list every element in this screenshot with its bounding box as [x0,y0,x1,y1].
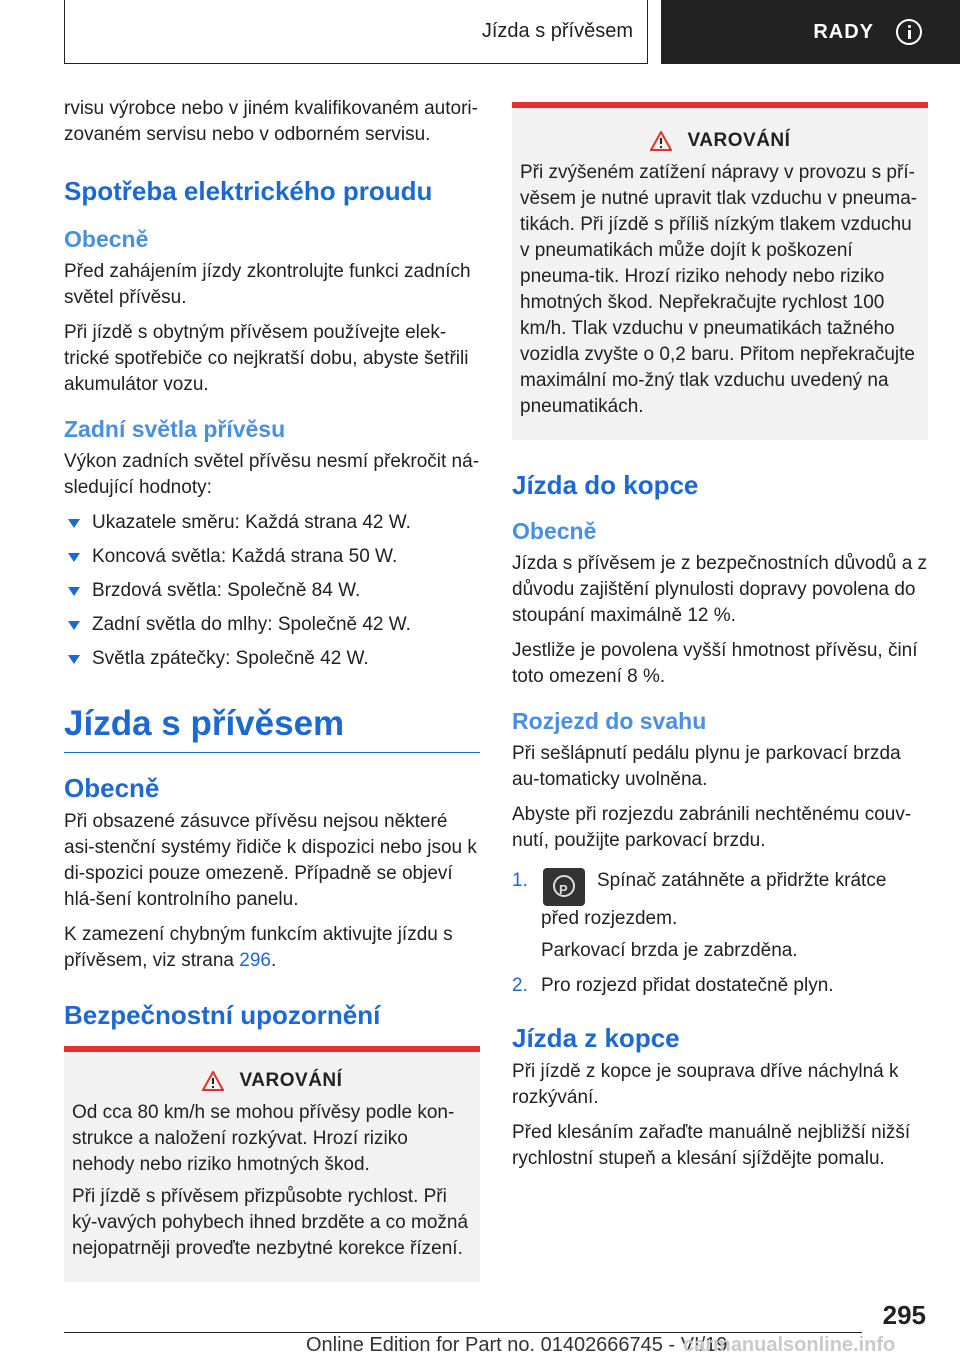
list-item-text: Ukazatele směru: Každá strana 42 W. [92,512,411,533]
right-column [512,102,928,1181]
paragraph: Při sešlápnutí pedálu plynu je parkovací brzda au-tomaticky uvolněna. [512,743,901,790]
heading-spotreba: Spotřeba elektrického proudu [64,176,433,206]
list-item [64,510,480,536]
warning-text: Od cca 80 km/h se mohou přívěsy podle kon-strukce a naložení rozkývat. Hrozí riziko nehody nebo riziko hmotných škod. [72,1102,455,1175]
heading-obecne: Obecně [64,226,149,252]
list-item [64,578,480,604]
warning-box [64,1046,480,1282]
footer-divider [64,1332,862,1333]
step-subtext: Parkovací brzda je zabrzděna. [541,940,798,961]
warning-title: VAROVÁNÍ [687,130,791,151]
list-item [64,612,480,638]
page-link[interactable]: 296 [239,950,271,971]
left-column [64,96,480,1304]
step-text: Spínač zatáhněte a přidržte krátce před rozjezdem. [541,870,887,929]
heading-rozjezd-do-svahu: Rozjezd do svahu [512,708,707,734]
warning-triangle-icon [202,1071,224,1091]
paragraph: Při jízdě s obytným přívěsem používejte elek-trické spotřebiče co nejkratší dobu, abyste šetřili akumulátor vozu. [64,322,469,395]
warning-text: Při jízdě s přívěsem přizpůsobte rychlost. Při ký-vavých pohybech ihned brzděte a co možná nejopatrněji proveďte nezbytné korekce řízení. [72,1186,469,1259]
header-chapter-tab[interactable] [661,0,960,64]
heading-obecne: Obecně [512,518,597,544]
bullet-triangle-icon [68,519,80,528]
header-chapter-label: RADY [813,20,874,43]
paragraph: Při jízdě z kopce je souprava dříve náchylná k rozkývání. [512,1061,899,1108]
heading-obecne-2: Obecně [64,773,160,803]
step-list [512,868,928,999]
paragraph: Před klesáním zařaďte manuálně nejbližší nižší rychlostní stupeň a klesání sjíždějte pomalu. [512,1122,911,1169]
warning-title: VAROVÁNÍ [239,1070,343,1091]
page-number: 295 [882,1300,926,1330]
step-text: Pro rozjezd přidat dostatečně plyn. [541,975,834,996]
heading-zadni-svetla: Zadní světla přívěsu [64,416,286,442]
paragraph: Jízda s přívěsem je z bezpečnostních důvodů a z důvodu zajištění plynulosti dopravy povolena do stoupání maximálně 12 %. [512,553,928,626]
warning-text: Při zvýšeném zatížení nápravy v provozu s pří-věsem je nutné upravit tlak vzduchu v pneuma-tikách. Při jízdě s příliš nízkým tlakem vzduchu v pneumatikách může dojít k poškození pneuma-tik. Hrozí riziko nehody nebo riziko hmotných škod. Nepřekračujte rychlost 100 km/h. Tlak vzduchu v pneumatikách tažného vozidla zvyšte o 0,2 baru. Přitom nepřekračujte maximální mo-žný tlak vzduchu uvedený na pneumatikách. [520,162,918,417]
list-item [512,868,928,964]
heading-jizda-do-kopce: Jízda do kopce [512,470,699,500]
bullet-list [64,510,480,672]
header-section-title: Jízda s přívěsem [481,20,633,42]
warning-box [512,102,928,440]
edition-note: Online Edition for Part no. 01402666745 - VI/19 [306,1334,728,1356]
heading-jizda-s-privesem: Jízda s přívěsem [64,702,480,753]
paragraph: Před zahájením jízdy zkontrolujte funkci zadních světel přívěsu. [64,261,471,308]
list-item [512,973,928,999]
list-item-text: Světla zpátečky: Společně 42 W. [92,648,369,669]
paragraph: Abyste při rozjezdu zabránili nechtěnému couv-nutí, použijte parkovací brzdu. [512,804,912,851]
warning-triangle-icon [650,131,672,151]
list-item-text: Brzdová světla: Společně 84 W. [92,580,361,601]
bullet-triangle-icon [68,655,80,664]
bullet-triangle-icon [68,553,80,562]
bullet-triangle-icon [68,621,80,630]
paragraph: Jestliže je povolena vyšší hmotnost přívěsu, činí toto omezení 8 %. [512,640,918,687]
step-number: 1. [512,870,528,891]
watermark: carmanualsonline.info [683,1334,896,1356]
header-section-title-box [64,0,648,64]
step-number: 2. [512,975,528,996]
list-item-text: Zadní světla do mlhy: Společně 42 W. [92,614,411,635]
info-icon [896,19,922,45]
list-item [64,544,480,570]
heading-bezpecnostni: Bezpečnostní upozornění [64,1000,381,1030]
paragraph: Při obsazené zásuvce přívěsu nejsou některé asi-stenční systémy řidiče k dispozici nebo jsou k di-spozici pouze omezeně. Případně se objeví hlá-šení kontrolního panelu. [64,811,477,910]
intro-text: rvisu výrobce nebo v jiném kvalifikovaném autori-zovaném servisu nebo v odborném servisu. [64,98,478,145]
paragraph: Výkon zadních světel přívěsu nesmí překročit ná-sledující hodnoty: [64,451,480,498]
list-item [64,646,480,672]
bullet-triangle-icon [68,587,80,596]
paragraph-with-link: K zamezení chybným funkcím aktivujte jízdu s přívěsem, viz strana 296. [64,924,453,971]
parking-brake-switch-icon [543,868,585,906]
list-item-text: Koncová světla: Každá strana 50 W. [92,546,398,567]
heading-jizda-z-kopce: Jízda z kopce [512,1023,680,1053]
